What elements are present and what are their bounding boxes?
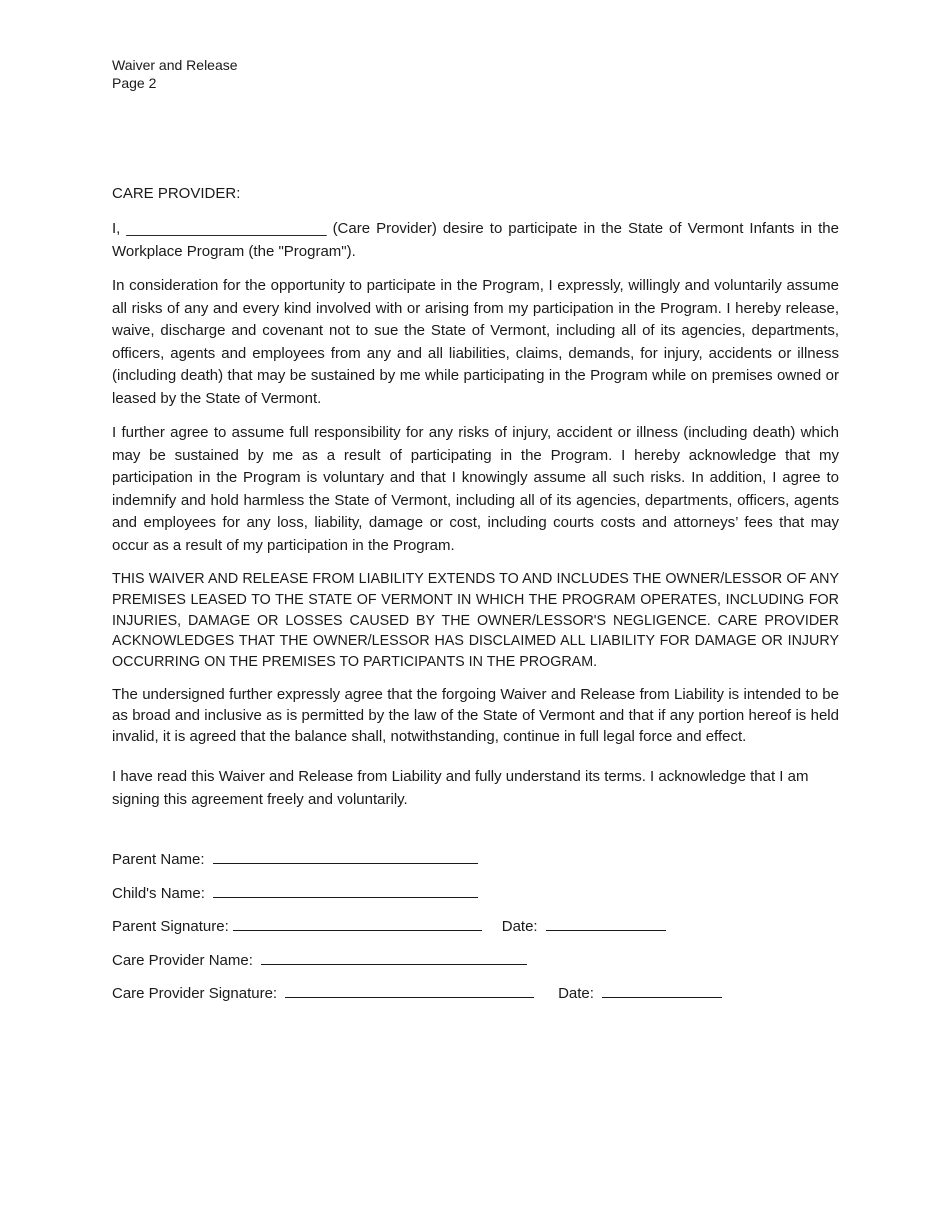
- care-provider-name-label: Care Provider Name:: [112, 951, 253, 969]
- parent-name-label: Parent Name:: [112, 851, 205, 869]
- care-provider-date-field[interactable]: [602, 983, 722, 998]
- parent-signature-field[interactable]: [233, 916, 482, 931]
- parent-date-label: Date:: [501, 918, 538, 936]
- care-provider-signature-row: [112, 983, 839, 1017]
- page-header: [112, 56, 839, 92]
- care-provider-signature-field[interactable]: [285, 983, 534, 998]
- care-provider-date-label: Date:: [558, 985, 594, 1003]
- parent-signature-label: Parent Signature:: [112, 918, 229, 936]
- intro-paragraph: [112, 218, 839, 263]
- header-page-number: Page 2: [112, 75, 157, 91]
- parent-name-field[interactable]: [213, 849, 478, 864]
- child-name-label: Child's Name:: [112, 884, 205, 902]
- intro-before: I,: [112, 220, 127, 237]
- care-provider-name-blank[interactable]: ________________________: [126, 220, 327, 237]
- paragraph-indemnify: I further agree to assume full responsibility for any risks of injury, accident or illness (including death) which may be sustained by me as a result of participating in the Program. I hereby acknowledge that my participation in the Program is voluntary and that I knowingly assume all such risks. In addition, I agree to indemnify and hold harmless the State of Vermont, including all of its agencies, departments, officers, agents and employees for any loss, liability, damage or cost, including courts costs and attorneys’ fees that may occur as a result of my participation in the Program.: [112, 424, 839, 554]
- child-name-field[interactable]: [213, 883, 478, 898]
- child-name-row: [112, 883, 839, 917]
- parent-date-field[interactable]: [546, 916, 666, 931]
- signature-block: [112, 849, 839, 1017]
- parent-signature-row: [112, 916, 839, 950]
- paragraph-owner-lessor: THIS WAIVER AND RELEASE FROM LIABILITY EXTENDS TO AND INCLUDES THE OWNER/LESSOR OF ANY PREMISES LEASED TO THE STATE OF VERMONT IN WHICH THE PROGRAM OPERATES, INCLUDING FOR INJURIES, DAMAGE OR LOSSES CAUSED BY THE OWNER/LESSOR'S NEGLIGENCE. CARE PROVIDER ACKNOWLEDGES THAT THE OWNER/LESSOR HAS DISCLAIMED ALL LIABILITY FOR DAMAGE OR INJURY OCCURRING ON THE PREMISES TO PARTICIPANTS IN THE PROGRAM.: [112, 571, 839, 671]
- care-provider-name-field[interactable]: [261, 950, 527, 965]
- paragraph-assumption-of-risk: In consideration for the opportunity to participate in the Program, I expressly, willingly and voluntarily assume all risks of any and every kind involved with or arising from my participation in the Program. I hereby release, waive, discharge and covenant not to sue the State of Vermont, including all of its agencies, departments, officers, agents and employees from any and all liabilities, claims, demands, for injury, accidents or illness (including death) that may be sustained by me while participating in the Program while on premises owned or leased by the State of Vermont.: [112, 277, 839, 407]
- document-page: [112, 56, 839, 1017]
- header-title: Waiver and Release: [112, 57, 238, 73]
- section-title: CARE PROVIDER:: [112, 185, 241, 202]
- intro-after: (Care Provider) desire to participate in the State of Vermont Infants in the Workplace Program (the "Program").: [112, 220, 839, 260]
- care-provider-name-row: [112, 950, 839, 984]
- paragraph-severability: The undersigned further expressly agree that the forgoing Waiver and Release from Liability is intended to be as broad and inclusive as is permitted by the law of the State of Vermont and that if any portion hereof is held invalid, it is agreed that the balance shall, notwithstanding, continue in full legal force and effect.: [112, 685, 839, 745]
- parent-name-row: [112, 849, 839, 883]
- paragraph-acknowledgement: I have read this Waiver and Release from Liability and fully understand its terms. I acknowledge that I am signing this agreement freely and voluntarily.: [112, 768, 809, 808]
- care-provider-signature-label: Care Provider Signature:: [112, 985, 278, 1003]
